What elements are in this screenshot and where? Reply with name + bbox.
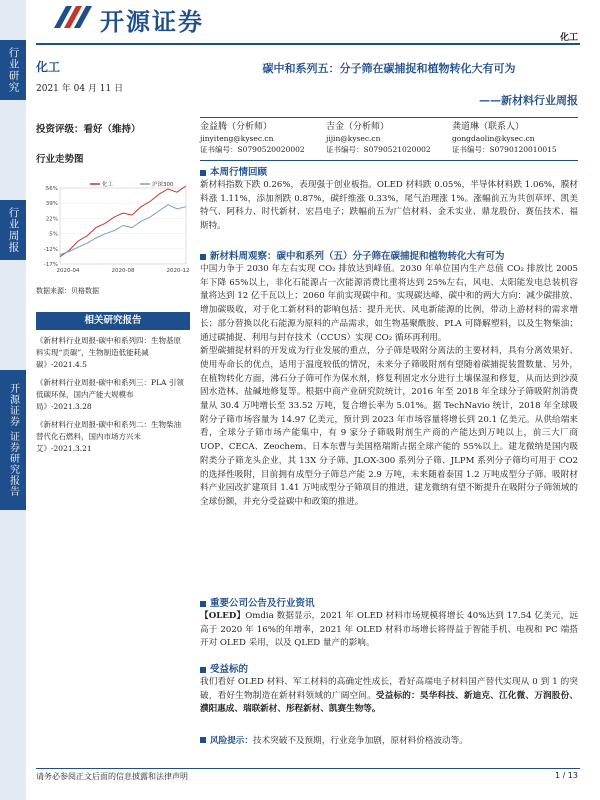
news-text: Omdia 数据显示，2021 年 OLED 材料市场规模将增长 40%达到 17.54 亿美元，远高于 2020 年 16%的年增率，2021 年 OLED 材料市场增长将得益于智能手机、电视和 PC 端搭开对 OLED 采用，以及 QLED 量产的影响。 [200, 611, 579, 649]
related-report-item[interactable]: 《新材料行业周报-碳中和系列二：生物柴油替代化石燃料，国内市场方兴未艾》-2021.3.21 [36, 420, 182, 453]
page-number: 1 / 13 [554, 771, 578, 780]
footer-disclaimer: 请务必参阅正文后面的信息披露和法律声明 [36, 772, 188, 781]
series-line [60, 205, 186, 255]
investment-rating: 投资评级：看好（维持） [36, 124, 141, 135]
y-tick-label: -12% [43, 246, 58, 253]
x-tick-label: 2020-08 [111, 268, 135, 274]
authors-block [200, 122, 578, 155]
beneficiary-list: 受益标的：昊华科技、新迪克、江化微、万润股份、濮阳惠成、瑞联新材、彤程新材、凯赛生物等。 [200, 690, 578, 715]
header-rule [36, 43, 580, 45]
side-tab-weekly: 行业周报 [0, 200, 26, 260]
section-heading: 受益标的 [210, 664, 249, 675]
report-subtitle: ——新材料行业周报 [479, 94, 578, 107]
author-role: （联系人） [479, 122, 525, 132]
industry-label: 化工 [36, 60, 61, 74]
author-card [452, 122, 578, 155]
section-heading: 重要公司公告及行业资讯 [210, 598, 315, 609]
footer-rule [36, 768, 580, 769]
section-heading: 本周行情回顾 [210, 167, 268, 178]
bullet-square-icon [200, 254, 206, 260]
bullet-square-icon [200, 667, 206, 673]
section-risk [200, 735, 578, 749]
author-card [200, 122, 326, 155]
author-name: 金益腾 [200, 122, 228, 132]
bullet-square-icon [200, 737, 206, 743]
risk-label: 风险提示： [210, 736, 253, 746]
section-beneficiaries [200, 663, 578, 717]
side-tab-industry-research: 行业研究 [0, 40, 26, 100]
report-date: 2021 年 04 月 11 日 [36, 84, 124, 94]
trend-title: 行业走势图 [36, 154, 84, 165]
logo-icon [52, 2, 96, 30]
bullet-square-icon [200, 601, 206, 607]
brand-logo-text: 开源证券 [100, 8, 204, 36]
y-tick-label: -17% [43, 262, 58, 268]
section-heading: 新材料周观察：碳中和系列（五）分子筛在碳捕捉和植物转化大有可为 [210, 251, 505, 262]
author-cert: 证书编号：S0790520020002 [200, 145, 305, 154]
authors-top-rule [200, 117, 578, 118]
section-market-review [200, 166, 578, 234]
risk-text: 技术突破不及预期，行业竞争加剧，原材料价格波动等。 [252, 736, 468, 746]
author-email[interactable]: jinyiteng@kysec.cn [200, 134, 274, 143]
author-cert: 证书编号：S0790521020002 [326, 145, 431, 154]
author-cert: 证书编号：S0790120010015 [452, 145, 557, 154]
section-body: 新材料指数下跌 0.26%，表现强于创业板指。OLED 材料跌 0.05%，半导体材料跌 1.06%，膜材料涨 1.11%，添加剂跌 0.87%，碳纤维涨 0.33%，尾气治理涨 1%。涨幅前五为共创草坪、凯美特气、阿科力、时代新材、宏昌电子；跌幅前五为广信材料、金禾实业、鼎龙股份、赛伍技术、福斯特。 [200, 180, 578, 232]
header-category: 化工 [559, 33, 578, 43]
author-role: （分析师） [227, 122, 273, 132]
section-body: 新型碳捕捉材料的开发成为行业发展的重点，分子筛是吸附分离法的主要材料，具有分离效果好、使用寿命长的优点，适用于温度较低的情况，未来分子筛吸附剂有望随着碳捕捉装置数量、另外，在植物转化方面，沸石分子筛可作为保水剂，修复利固定水分进行土壤保湿和修复，从而达到沙漠固水造林、盐碱地修复等。根据中商产业研究院统计，2016 年至 2018 年全球分子筛吸附剂消费量从 30.4 万吨增长至 33.52 万吨，复合增长率为 5.01%。据 TechNavio 统计，2018 年全球吸附分子筛市场容量为 14.97 亿美元，预计到 2023 年市场容量将增长到 20.1 亿美元。从供给端来看，全球分子筛市场产能集中，有 9 家分子筛吸附剂生产商的产能达到万吨以上，前三大厂商 UOP、CECA、Zeochem、日本东曹与美国格瑞斯占据全球产能的 55%以上。建龙微纳是国内吸附类分子筛龙头企业，其 13X 分子筛、JLOX-300 系列分子筛、JLPM 系列分子筛均可用于 CO2 的选择性吸附，目前拥有成型分子筛总产能 2.9 万吨，未来随着泰国 1.2 万吨成型分子筛、吸附材料产业园改扩建项目 1.41 万吨成型分子筛项目的推进，建龙微纳有望不断提升在吸附分子筛领域的全球份额，并充分受益碳中和政策的推进。 [200, 346, 578, 507]
related-report-item[interactable]: 《新材料行业周报-碳中和系列三：PLA 引领低碳环保，国内产能大规模布局》-2021.3.28 [36, 378, 184, 411]
x-tick-label: 2020-12 [166, 268, 190, 274]
news-tag: 【OLED】 [200, 611, 246, 621]
legend-label: 沪深300 [152, 182, 174, 188]
author-email[interactable]: gongdaolin@kysec.cn [452, 134, 535, 143]
related-reports-list [36, 335, 188, 461]
author-name: 龚道琳 [452, 122, 480, 132]
authors-bottom-rule [200, 160, 578, 161]
beneficiary-text: 我们看好 OLED 材料、军工材料的高确定性成长，看好高端电子材料国产替代实现从 0 到 1 的突破，看好生物制造在新材料领域的广阔空间。 [200, 677, 578, 701]
y-tick-label: 39% [45, 201, 58, 208]
series-line [60, 186, 186, 257]
x-tick-label: 2020-04 [56, 268, 80, 274]
bullet-square-icon [200, 170, 206, 176]
section-body: 中国力争于 2030 年左右实现 CO₂ 排放达到峰值。2030 年单位国内生产总值 CO₂ 排放比 2005 年下降 65%以上，非化石能源占一次能源消费比重将达到 25%左右，风电、太阳能发电总装机容量将达到 12 亿千瓦以上；2060 年前实现碳中和。实现碳达峰、碳中和的两大方向：减少碳排放、增加碳吸收，对于化工新材料的影响包括：提升光伏、风电新能源的比例，带动上游材料的需求增长；部分替换以化石能源为原料的产品需求，如生物基聚酰胺、PLA 可降解塑料，以及生物柴油；通过碳捕捉、利用与封存技术（CCUS）实现 CO₂ 循环再利用。 [200, 264, 578, 343]
author-email[interactable]: jijin@kysec.cn [326, 134, 381, 143]
author-card [326, 122, 452, 155]
author-role: （分析师） [344, 122, 390, 132]
side-tab-brand: 开源证券 证券研究报告 [0, 370, 26, 510]
related-report-item[interactable]: 《新材料行业周报-碳中和系列四：生物基原料实现“贡碳”，生物制造低能耗减碳》-2021.4.5 [36, 336, 182, 369]
legend-label: 化工 [102, 182, 114, 188]
related-reports-title: 相关研究报告 [36, 312, 190, 330]
section-announcements [200, 597, 578, 651]
section-weekly-observation [200, 250, 578, 510]
report-title: 碳中和系列五：分子筛在碳捕捉和植物转化大有可为 [262, 62, 516, 75]
y-tick-label: 56% [45, 186, 58, 192]
author-name: 吉金 [326, 122, 345, 132]
y-tick-label: 5% [49, 231, 58, 238]
trend-chart [30, 180, 190, 280]
y-tick-label: 22% [45, 216, 58, 223]
chart-source: 数据来源：贝格数据 [36, 287, 99, 295]
